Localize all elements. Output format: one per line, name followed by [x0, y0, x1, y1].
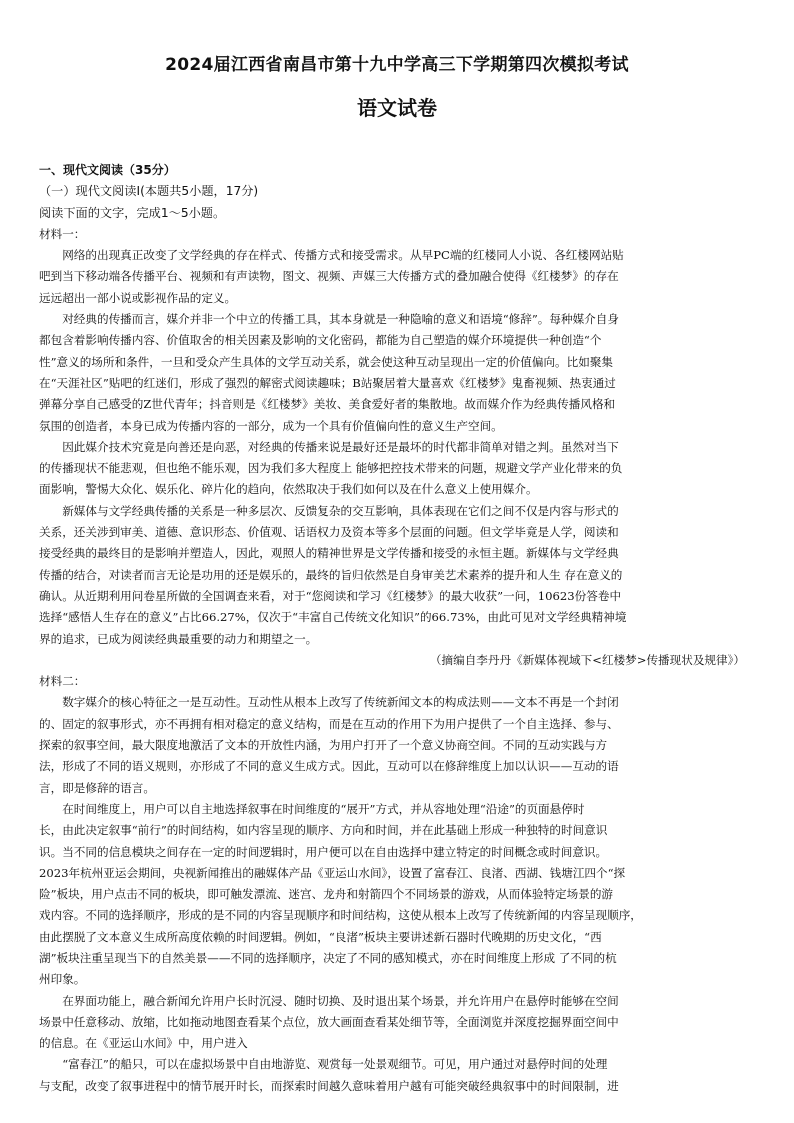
text-line: 的、固定的叙事形式，亦不再拥有相对稳定的意义结构，而是在互动的作用下为用户提供了一个自主选择、参与、: [39, 716, 619, 731]
text-line: 接受经典的最终目的是影响并塑造人，因此，观照人的精神世界是文学传播和接受的永恒主题。新媒体与文学经典: [39, 546, 619, 561]
text-line: 都包含着影响传播内容、价值取舍的相关因素及影响的文化密码，都能为自己塑造的媒介环境提供一种创造“个: [39, 333, 602, 348]
material1-paragraph: [39, 437, 755, 501]
text-line: 险”板块，用户点击不同的板块，即可触发漂流、迷宫、龙舟和射箭四个不同场景的游戏，从而体验特定场景的游: [39, 887, 614, 902]
text-line: 湖”板块注重呈现当下的自然美景——不同的选择顺序，决定了不同的感知模式，亦在时间维度上形成 了不同的杭: [39, 950, 617, 965]
material1-label: 材料一：: [39, 226, 86, 241]
text-line: 远远超出一部小说或影视作品的定义。: [39, 290, 237, 305]
text-line: 州印象。: [39, 972, 86, 987]
text-line: 2023年杭州亚运会期间，央视新闻推出的融媒体产品《亚运山水间》，设置了富春江、良渚、西湖、钱塘江四个“探: [39, 865, 626, 880]
text-line: 场景中任意移动、放缩，比如拖动地图查看某个点位，放大画面查看某处细节等，全面浏览并深度挖掘界面空间中: [39, 1014, 619, 1029]
text-line: 因此媒介技术究竟是向善还是向恶，对经典的传播来说是最好还是最坏的时代都非简单对错之判。虽然对当下: [62, 439, 619, 454]
text-line: 在时间维度上，用户可以自主地选择叙事在时间维度的“展开”方式，并从容地处理“沿途”的页面悬停时: [62, 801, 585, 816]
text-line: 戏内容。不同的选择顺序，形成的是不同的内容呈现顺序和时间结构，这使从根本上改写了传统新闻的内容呈现顺序，: [39, 908, 642, 923]
material1-paragraph: [39, 245, 755, 309]
material2-paragraph: [39, 991, 755, 1055]
text-line: 探索的叙事空间，最大限度地激活了文本的开放性内涵，为用户打开了一个意义协商空间。不同的互动实践与方: [39, 738, 608, 753]
text-line: 法，形成了不同的语义规则，亦形成了不同的意义生成方式。因此，互动可以在修辞维度上加以认识——互动的语: [39, 759, 619, 774]
text-line: 长，由此决定叙事“前行”的时间结构，如内容呈现的顺序、方向和时间，并在此基础上形成一种独特的时间意识: [39, 823, 608, 838]
text-line: “富春江”的船只，可以在虚拟场景中自由地游览、观赏每一处景观细节。可见，用户通过对悬停时间的处理: [62, 1057, 608, 1072]
text-line: 面影响，警惕大众化、娱乐化、碎片化的趋向，依然取决于我们如何以及在什么意义上使用媒介。: [39, 482, 538, 497]
text-line: 界的追求，已成为阅读经典最重要的动力和期望之一。: [39, 631, 318, 646]
text-line: 对经典的传播而言，媒介并非一个中立的传播工具，其本身就是一种隐喻的意义和语境“修辞”。每种媒介自身: [62, 312, 619, 327]
material2-paragraph: [39, 1054, 755, 1097]
text-line: 与支配，改变了叙事进程中的情节展开时长，而探索时间越久意味着用户越有可能突破经典叙事中的时间限制，进: [39, 1078, 619, 1093]
section-sub-heading: （一）现代文阅读Ⅰ(本题共5小题，17分): [39, 184, 259, 199]
text-line: 的传播现状不能悲观，但也绝不能乐观，因为我们多大程度上 能够把控技术带来的问题，规避文学产业化带来的负: [39, 461, 623, 476]
text-line: 弹幕分享自己感受的Z世代青年；抖音则是《红楼梦》美妆、美食爱好者的集散地。故而媒介作为经典传播风格和: [39, 397, 616, 412]
text-line: 确认。从近期利用问卷星所做的全国调查来看，对于“您阅读和学习《红楼梦》的最大收获”一问，10623份答卷中: [39, 588, 622, 603]
exam-subtitle: 语文试卷: [357, 96, 437, 120]
material1-paragraph: [39, 309, 755, 437]
text-line: 言，即是修辞的语言。: [39, 780, 155, 795]
text-line: 的信息。在《亚运山水间》中，用户进入: [39, 1036, 248, 1051]
text-line: 识。当不同的信息模块之间存在一定的时间逻辑时，用户便可以在自由选择中建立特定的时间概念或时间意识。: [39, 844, 608, 859]
section-instruction: 阅读下面的文字，完成1～5小题。: [39, 205, 226, 220]
material2-paragraph: [39, 799, 755, 991]
text-line: 选择“感悟人生存在的意义”占比66.27%，仅次于“丰富自己传统文化知识”的66.73%，由此可见对文学经典精神境: [39, 610, 627, 625]
text-line: 在界面功能上，融合新闻允许用户长时沉浸、随时切换、及时退出某个场景，并允许用户在悬停时能够在空间: [62, 993, 619, 1008]
exam-title: 2024届江西省南昌市第十九中学高三下学期第四次模拟考试: [165, 55, 629, 75]
material1-paragraph: [39, 501, 755, 650]
text-line: 吧到当下移动端各传播平台、视频和有声读物，图文、视频、声媒三大传播方式的叠加融合使得《红楼梦》的存在: [39, 269, 619, 284]
text-line: 传播的结合，对读者而言无论是功用的还是娱乐的，最终的旨归依然是自身审美艺术素养的提升和人生 存在意义的: [39, 567, 623, 582]
text-line: 由此摆脱了文本意义生成所高度依赖的时间逻辑。例如，“良渚”板块主要讲述新石器时代晚期的历史文化，“西: [39, 929, 602, 944]
content-body: [39, 160, 755, 1097]
material2-label: 材料二：: [39, 674, 86, 689]
section-heading: 一、现代文阅读（35分）: [39, 163, 176, 177]
text-line: 数字媒介的核心特征之一是互动性。互动性从根本上改写了传统新闻文本的构成法则——文本不再是一个封闭: [62, 695, 619, 710]
text-line: 性”意义的场所和条件，一旦和受众产生具体的文学互动关系，就会使这种互动呈现出一定的价值偏向。比如聚集: [39, 354, 614, 369]
text-line: 新媒体与文学经典传播的关系是一种多层次、反馈复杂的交互影响，具体表现在它们之间不仅是内容与形式的: [62, 503, 619, 518]
text-line: 在“天涯社区”贴吧的红迷们，形成了强烈的解密式阅读趣味；B站聚居着大量喜欢《红楼梦》鬼畜视频、热衷通过: [39, 375, 616, 390]
text-line: 网络的出现真正改变了文学经典的存在样式、传播方式和接受需求。从早PC端的红楼同人小说、各红楼网站贴: [62, 248, 624, 263]
material1-attribution: （摘编自李丹丹《新媒体视域下<红楼梦>传播现状及规律》）: [429, 652, 745, 667]
material2-paragraph: [39, 692, 755, 798]
text-line: 氛围的创造者，本身已成为传播内容的一部分，成为一个具有价值偏向性的意义生产空间。: [39, 418, 503, 433]
text-line: 关系，还关涉到审美、道德、意识形态、价值观、话语权力及资本等多个层面的问题。但文学毕竟是人学，阅读和: [39, 525, 619, 540]
